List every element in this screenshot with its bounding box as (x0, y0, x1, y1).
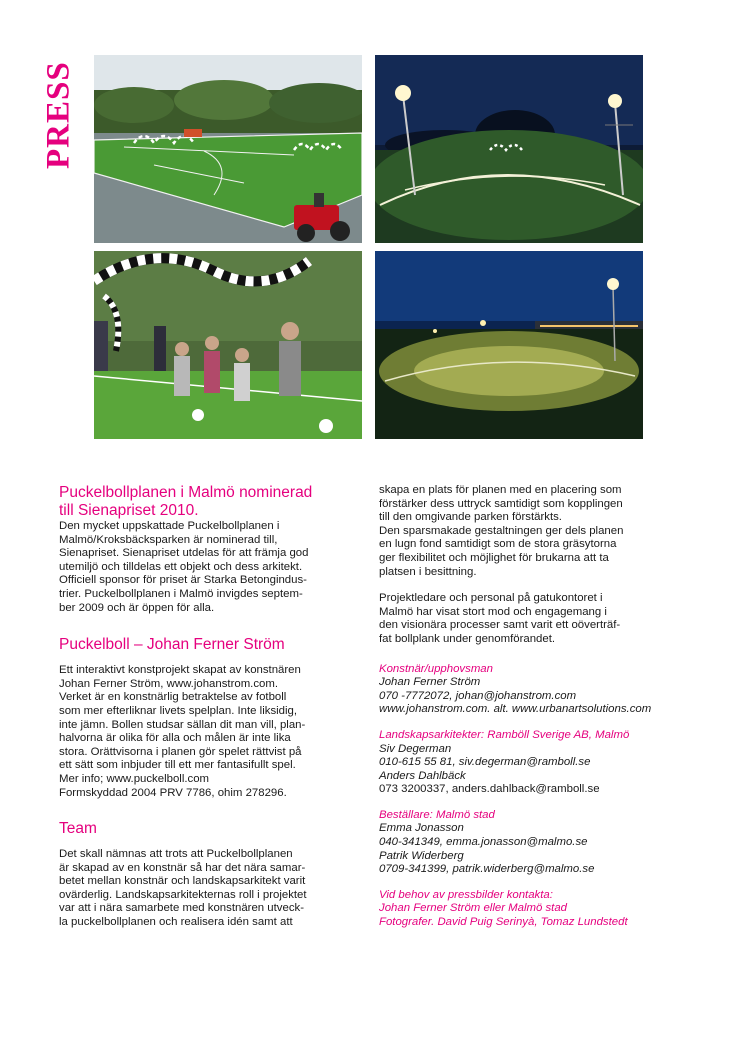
contact-title: Konstnär/upphovsman (379, 662, 493, 675)
press-photo-footer (379, 889, 684, 930)
contact-artist (379, 663, 684, 717)
contact-websites: www.johanstrom.com. alt. www.urbanartsolutions.com (379, 703, 652, 716)
continuation-paragraph: skapa en plats för planen med en placering som förstärker dess uttryck samtidigt som kopplingen till den omgivande parken förstärkts. Den sparsmakade gestaltningen ger dels planen en lugn fond samtidigt som de stora gräsytorna ger flexibilitet och möjlighet för brukarna att ta platsen i besittning. (379, 484, 624, 578)
right-column (379, 484, 684, 930)
footer-line: Johan Ferner Ström eller Malmö stad (379, 902, 568, 915)
contact-phone-email: 073 3200337, anders.dahlback@ramboll.se (379, 783, 600, 796)
heading-team: Team (59, 820, 97, 838)
photo-night-field-city-lights (375, 251, 643, 439)
footer-line: Vid behov av pressbilder kontakta: (379, 888, 553, 901)
press-label: PRESS (40, 61, 77, 169)
contact-phone-email: 010-615 55 81, siv.degerman@ramboll.se (379, 756, 591, 769)
contact-phone-email: 070 -7772072, johan@johanstrom.com (379, 689, 577, 702)
contact-client (379, 809, 684, 877)
contact-name: Patrik Widerberg (379, 849, 464, 862)
contact-name: Johan Ferner Ström (379, 676, 481, 689)
contact-title: Landskapsarkitekter: Ramböll Sverige AB, Malmö (379, 728, 630, 741)
contact-name: Anders Dahlbäck (379, 769, 466, 782)
contact-phone-email: 040-341349, emma.jonasson@malmo.se (379, 836, 588, 849)
project-leaders-paragraph: Projektledare och personal på gatukontoret i Malmö har visat stort mod och engagemang i den visionära processer samt varit ett oöverträf- fat bollplank under genomförandet. (379, 592, 621, 645)
photo-day-field-with-tractor (94, 55, 362, 243)
contact-name: Emma Jonasson (379, 822, 464, 835)
heading-puckelboll: Puckelboll – Johan Ferner Ström (59, 636, 285, 654)
photo-night-field-floodlights (375, 55, 643, 243)
contact-name: Siv Degerman (379, 742, 452, 755)
photo-kids-playing-football (94, 251, 362, 439)
footer-line: Fotografer. David Puig Serinyà, Tomaz Lundstedt (379, 916, 628, 929)
heading-nominated: Puckelbollplanen i Malmö nominerad till Sienapriset 2010. (59, 484, 313, 519)
left-column (59, 484, 365, 930)
contact-title: Beställare: Malmö stad (379, 808, 495, 821)
contact-phone-email: 0709-341399, patrik.widerberg@malmo.se (379, 863, 595, 876)
contact-landscape-architects (379, 729, 684, 797)
team-paragraph: Det skall nämnas att trots att Puckelbollplanen är skapad av en konstnär så har det nära samar- betet mellan konstnär och landskapsarkitekt varit ovärderlig. Landskapsarkitekternas roll i projektet var att i nära samarbete med konstnären utveck- la puckelbollplanen och realisera idén samt att (59, 848, 307, 929)
intro-paragraph: Den mycket uppskattade Puckelbollplanen i Malmö/Kroksbäcksparken är nominerad till, Sienapriset. Sienapriset utdelas för att främja god utemiljö och tilldelas ett objekt och dess arkitekt. Officiell sponsor för priset är Starka Betongindus- trier. Puckelbollplanen i Malmö invigdes septem- ber 2009 och är öppen för alla. (59, 520, 309, 614)
puckelboll-paragraph: Ett interaktivt konstprojekt skapat av konstnären Johan Ferner Ström, www.johanstrom.com. Verket är en konstnärlig betraktelse av fotboll som mer efterliknar livets spelplan. Inte liksidig, inte jämn. Bollen studsar sällan dit man vill, plan- halvorna är olika för alla och målen är inte lika stora. Orättvisorna i planen gör spelet rättvist på ett sätt som inbjuder till ett mer fantasifullt spel. Mer info; www.puckelboll.com Formskyddad 2004 PRV 7786, ohim 278296. (59, 664, 306, 799)
